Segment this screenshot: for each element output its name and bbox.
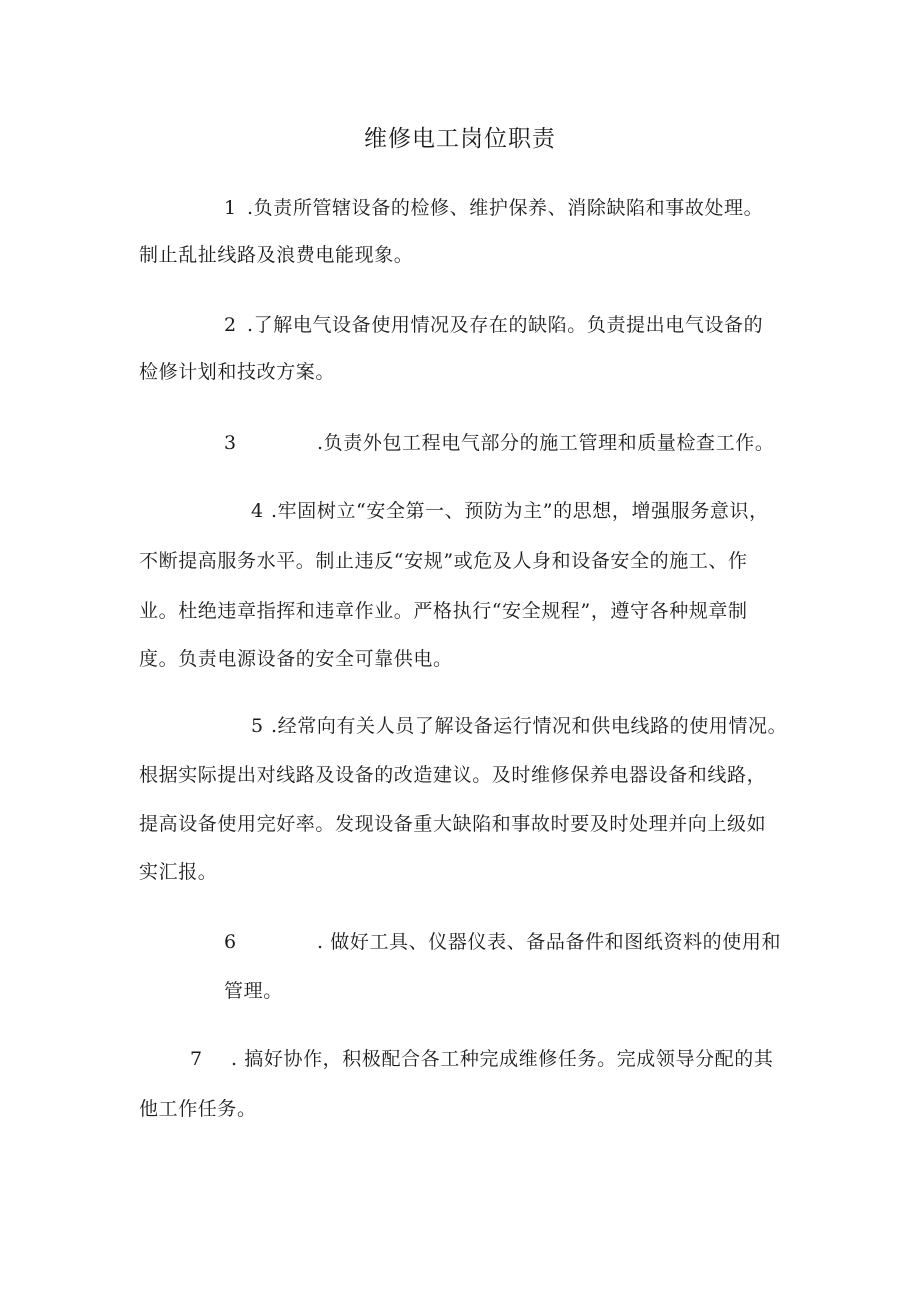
item-7-line-1: . 搞好协作，积极配合各工种完成维修任务。完成领导分配的其 (231, 1048, 774, 1070)
item-3-number: 3 (224, 432, 237, 454)
item-2-line-1: .了解电气设备使用情况及存在的缺陷。负责提出电气设备的 (247, 314, 764, 336)
item-6-line-2: 管理。 (224, 980, 283, 1002)
item-4-number: 4 (251, 500, 264, 522)
item-5-line-2: 根据实际提出对线路及设备的改造建议。及时维修保养电器设备和线路， (139, 764, 767, 786)
item-7-number: 7 (190, 1048, 203, 1070)
item-6-number: 6 (224, 931, 237, 953)
item-4-line-2: 不断提高服务水平。制止违反“安规”或危及人身和设备安全的施工、作 (139, 550, 748, 572)
item-1-line-1: .负责所管辖设备的检修、维护保养、消除缺陷和事故处理。 (247, 197, 764, 219)
item-5-line-3: 提高设备使用完好率。发现设备重大缺陷和事故时要及时处理并向上级如 (139, 813, 767, 835)
item-6-line-1: . 做好工具、仪器仪表、备品备件和图纸资料的使用和 (317, 931, 782, 953)
item-3-line-1: .负责外包工程电气部分的施工管理和质量检查工作。 (317, 432, 775, 454)
document-title: 维修电工岗位职责 (364, 126, 556, 152)
item-4-line-4: 度。负责电源设备的安全可靠供电。 (139, 648, 453, 670)
item-1-line-2: 制止乱扯线路及浪费电能现象。 (139, 244, 414, 266)
item-5-number: 5 (251, 715, 264, 737)
item-1-number: 1 (224, 197, 237, 219)
item-2-line-2: 检修计划和技改方案。 (139, 361, 336, 383)
item-4-line-3: 业。杜绝违章指挥和违章作业。严格执行“安全规程”，遵守各种规章制 (139, 600, 748, 622)
item-5-line-1: .经常向有关人员了解设备运行情况和供电线路的使用情况。 (271, 715, 788, 737)
item-7-line-2: 他工作任务。 (139, 1098, 257, 1120)
item-4-line-1: .牢固树立“安全第一、预防为主”的思想，增强服务意识， (271, 500, 769, 522)
item-5-line-4: 实汇报。 (139, 861, 218, 883)
item-2-number: 2 (224, 314, 237, 336)
